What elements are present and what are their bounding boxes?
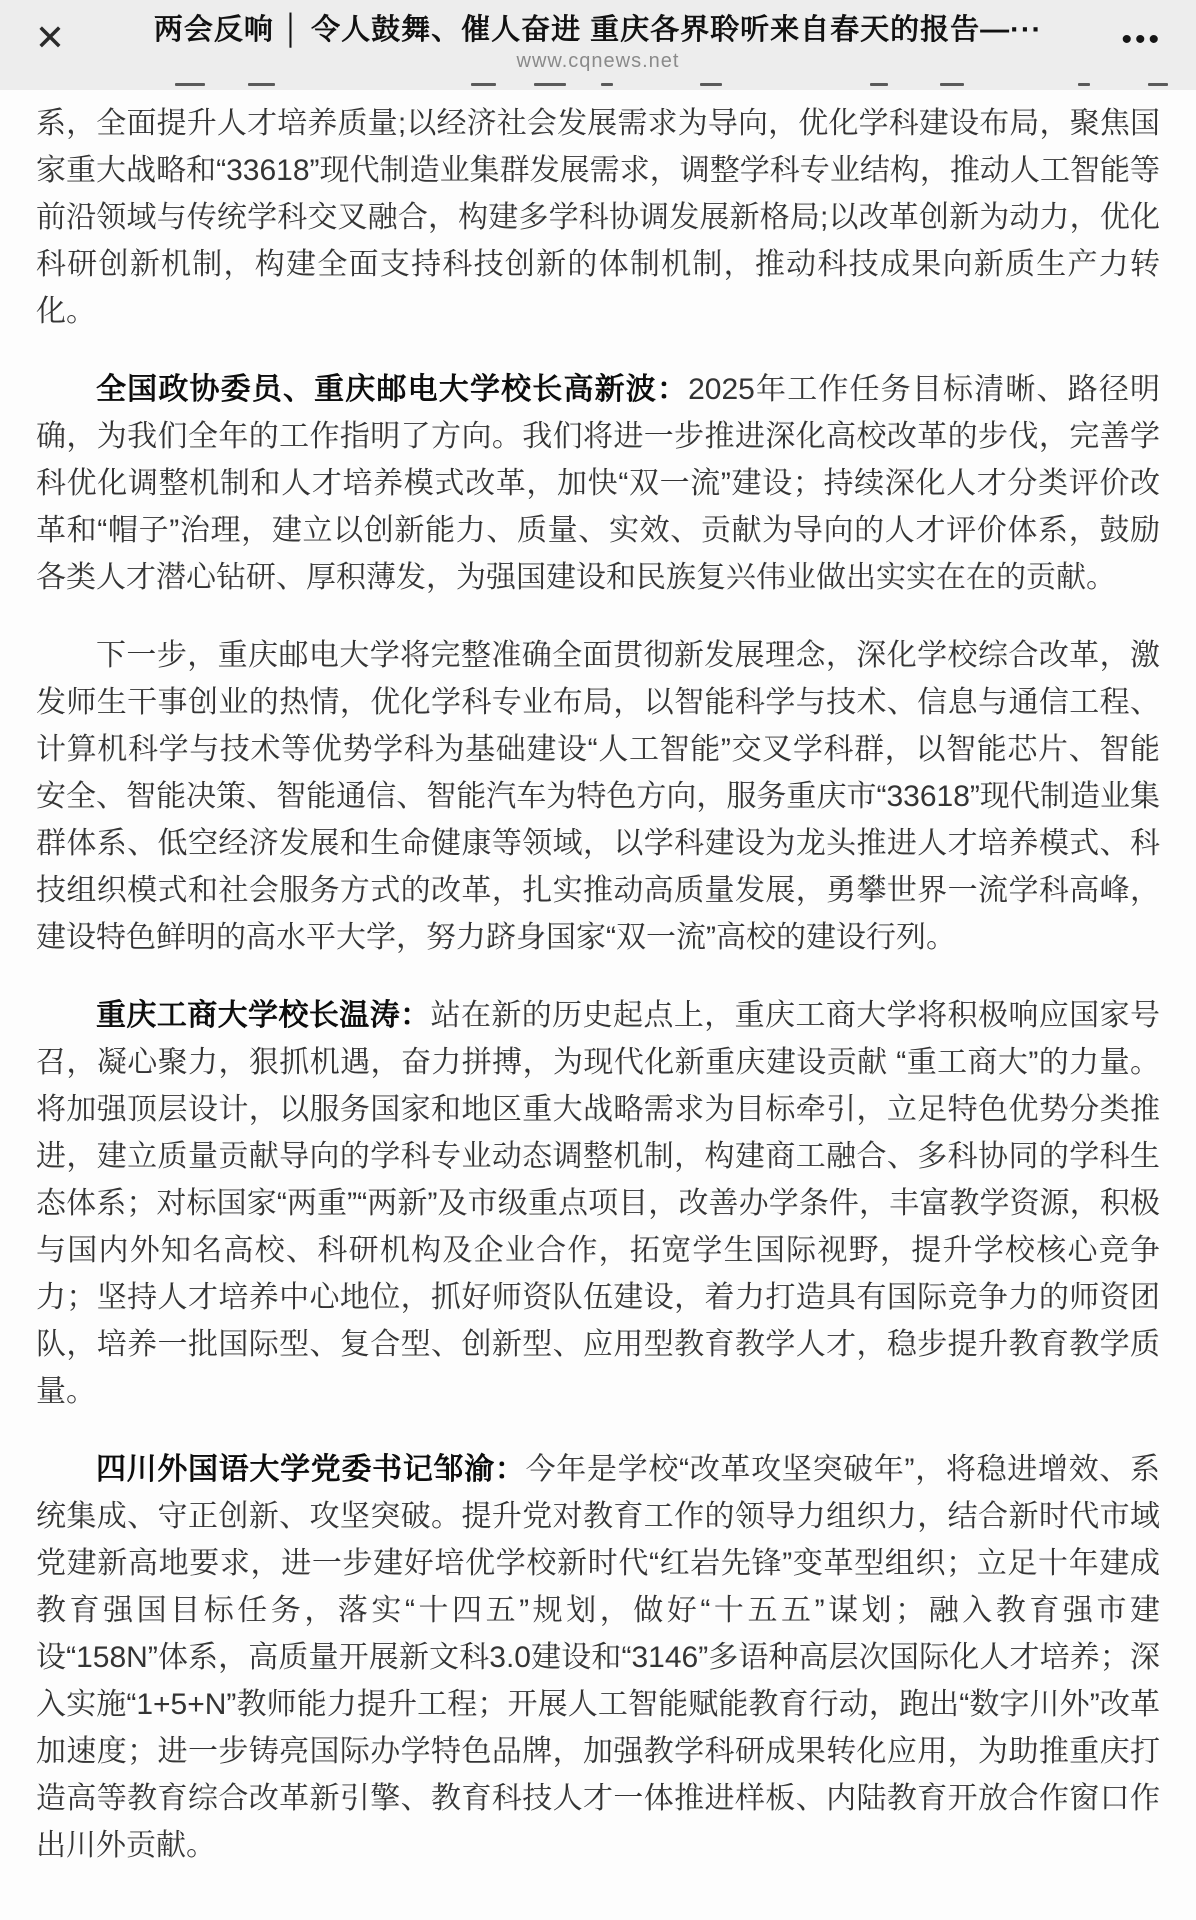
paragraph <box>36 1446 1160 1869</box>
paragraph-text: 今年是学校“改革攻坚突破年”，将稳进增效、系统集成、守正创新、攻坚突破。提升党对教育工作的领导力组织力，结合新时代市域党建新高地要求，进一步建好培优学校新时代“红岩先锋”变革型组织；立足十年建成教育强国目标任务，落实“十四五”规划，做好“十五五”谋划；融入教育强市建设“158N”体系，高质量开展新文科3.0建设和“3146”多语种高层次国际化人才培养；深入实施“1+5+N”教师能力提升工程；开展人工智能赋能教育行动，跑出“数字川外”改革加速度；进一步铸亮国际办学特色品牌，加强教学科研成果转化应用，为助推重庆打造高等教育综合改革新引擎、教育科技人才一体推进样板、内陆教育开放合作窗口作出川外贡献。 <box>36 1453 1160 1862</box>
paragraph <box>36 100 1160 335</box>
article-content <box>0 90 1196 1920</box>
close-icon[interactable]: ✕ <box>34 17 66 58</box>
paragraph <box>36 366 1160 601</box>
browser-titlebar <box>0 0 1196 90</box>
paragraph <box>36 992 1160 1415</box>
paragraph <box>36 632 1160 961</box>
paragraph-text: 2025年工作任务目标清晰、路径明确，为我们全年的工作指明了方向。我们将进一步推进深化高校改革的步伐，完善学科优化调整机制和人才培养模式改革，加快“双一流”建设；持续深化人才分类评价改革和“帽子”治理，建立以创新能力、质量、实效、贡献为导向的人才评价体系，鼓励各类人才潜心钻研、厚积薄发，为强国建设和民族复兴伟业做出实实在在的贡献。 <box>36 373 1160 594</box>
speaker-lead: 重庆工商大学校长温涛： <box>96 999 431 1032</box>
paragraph-text: 下一步，重庆邮电大学将完整准确全面贯彻新发展理念，深化学校综合改革，激发师生干事创业的热情，优化学科专业布局，以智能科学与技术、信息与通信工程、计算机科学与技术等优势学科为基础建设“人工智能”交叉学科群，以智能芯片、智能安全、智能决策、智能通信、智能汽车为特色方向，服务重庆市“33618”现代制造业集群体系、低空经济发展和生命健康等领域，以学科建设为龙头推进人才培养模式、科技组织模式和社会服务方式的改革，扎实推动高质量发展，勇攀世界一流学科高峰，建设特色鲜明的高水平大学，努力跻身国家“双一流”高校的建设行列。 <box>36 639 1160 954</box>
speaker-lead: 四川外国语大学党委书记邹渝： <box>96 1453 526 1486</box>
paragraph-text: 系，全面提升人才培养质量;以经济社会发展需求为导向，优化学科建设布局，聚焦国家重大战略和“33618”现代制造业集群发展需求，调整学科专业结构，推动人工智能等前沿领域与传统学科交叉融合，构建多学科协调发展新格局;以改革创新为动力，优化科研创新机制，构建全面支持科技创新的体制机制，推动科技成果向新质生产力转化。 <box>36 107 1160 328</box>
paragraph-text: 站在新的历史起点上，重庆工商大学将积极响应国家号召，凝心聚力，狠抓机遇，奋力拼搏，为现代化新重庆建设贡献 “重工商大”的力量。将加强顶层设计，以服务国家和地区重大战略需求为目标牵引，立足特色优势分类推进，建立质量贡献导向的学科专业动态调整机制，构建商工融合、多科协同的学科生态体系；对标国家“两重”“两新”及市级重点项目，改善办学条件，丰富教学资源，积极与国内外知名高校、科研机构及企业合作，拓宽学生国际视野，提升学校核心竞争力；坚持人才培养中心地位，抓好师资队伍建设，着力打造具有国际竞争力的师资团队，培养一批国际型、复合型、创新型、应用型教育教学人才，稳步提升教育教学质量。 <box>36 999 1161 1408</box>
page-url: www.cqnews.net <box>516 50 680 72</box>
more-menu-icon[interactable]: ••• <box>1121 23 1162 56</box>
speaker-lead: 全国政协委员、重庆邮电大学校长高新波： <box>96 373 689 406</box>
clipped-text-line <box>0 83 1196 87</box>
titlebar-text <box>90 12 1106 74</box>
page-title: 两会反响 │ 令人鼓舞、催人奋进 重庆各界聆听来自春天的报告—··· <box>153 14 1043 46</box>
